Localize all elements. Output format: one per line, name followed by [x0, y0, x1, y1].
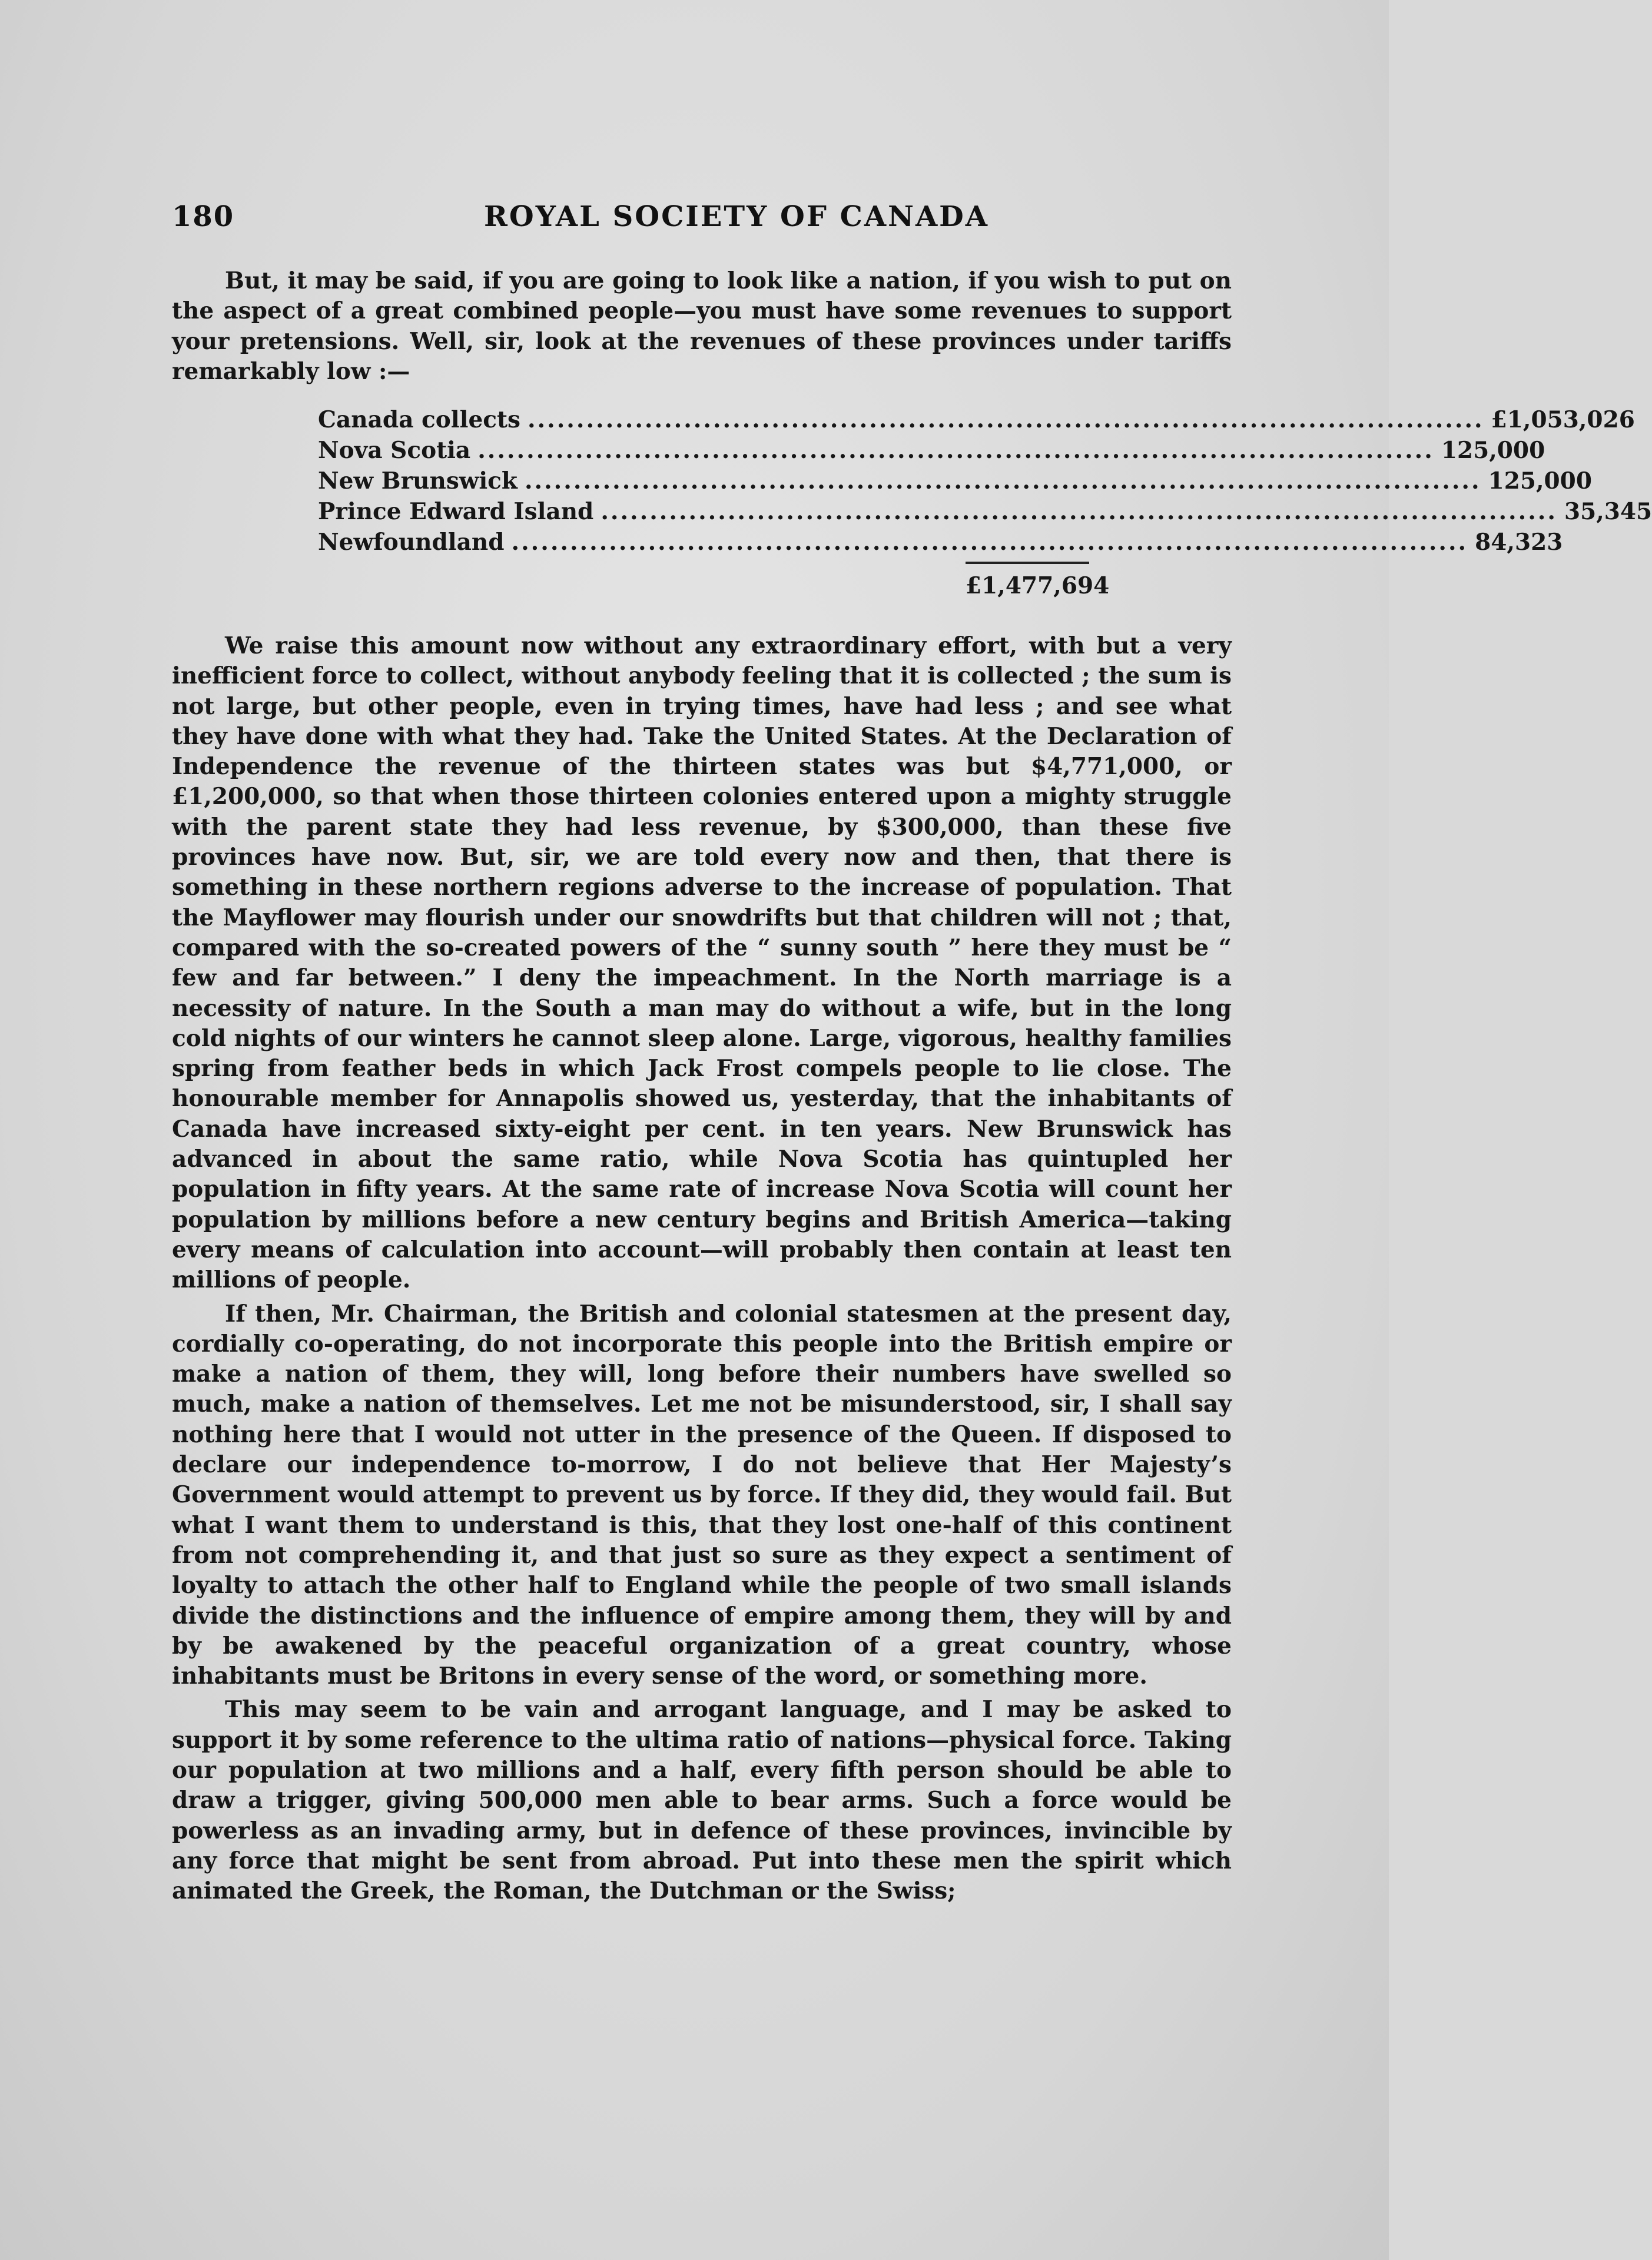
leader-dots: .................................................................................................. [601, 498, 1557, 525]
revenue-amount: 125,000 [1441, 437, 1545, 464]
running-title: ROYAL SOCIETY OF CANADA [484, 200, 990, 233]
intro-text-block [172, 266, 1232, 390]
leader-dots: .................................................................................................. [524, 467, 1481, 495]
page-header [172, 200, 1232, 247]
revenue-province: Prince Edward Island [318, 498, 594, 525]
revenue-province: New Brunswick [318, 467, 518, 495]
leader-dots: .................................................................................................. [527, 406, 1484, 433]
page-number: 180 [172, 200, 235, 233]
revenue-province: Canada collects [318, 406, 520, 433]
revenue-total: £1,477,694 [966, 572, 1110, 599]
body-paragraph: If then, Mr. Chairman, the British and colonial statesmen at the present day, cordially co-operating, do not incorporate this people into the British empire or make a nation of them, they will, long before their numbers have swelled so much, make a nation of themselves. Let me not be misunderstood, sir, I shall say nothing here that I would not utter in the presence of the Queen. If disposed to declare our independence to-morrow, I do not believe that Her Majesty’s Government would attempt to prevent us by force. If they did, they would fail. But what I want them to understand is this, that they lost one-half of this continent from not comprehending it, and that just so sure as they expect a sentiment of loyalty to attach the other half to England while the people of two small islands divide the distinctions and the influence of empire among them, they will by and by be awakened by the peaceful organization of a great country, whose inhabitants must be Britons in every sense of the word, or something more. [172, 1300, 1232, 1690]
leader-dots: .................................................................................................. [511, 529, 1468, 556]
body-paragraph: We raise this amount now without any extraordinary effort, with but a very inefficient force to collect, without anybody feeling that it is collected ; the sum is not large, but other people, even in trying times, have had less ; and see what they have done with what they had. Take the United States. At the Declaration of Independence the revenue of the thirteen states was but $4,771,000, or £1,200,000, so that when those thirteen colonies entered upon a mighty struggle with the parent state they had less revenue, by $300,000, than these five provinces have now. But, sir, we are told every now and then, that there is something in these northern regions adverse to the increase of population. That the Mayflower may flourish under our snowdrifts but that children will not ; that, compared with the so-created powers of the “ sunny south ” here they must be “ few and far between.” I deny the impeachment. In the North marriage is a necessity of nature. In the South a man may do without a wife, but in the long cold nights of our winters he cannot sleep alone. Large, vigorous, healthy families spring from feather beds in which Jack Frost compels people to lie close. The honourable member for Annapolis showed us, yesterday, that the inhabitants of Canada have increased sixty-eight per cent. in ten years. New Brunswick has advanced in about the same ratio, while Nova Scotia has quintupled her population in fifty years. At the same rate of increase Nova Scotia will count her population by millions before a new century begins and British America—taking every means of calculation into account—will probably then contain at least ten millions of people. [172, 632, 1232, 1294]
revenue-province: Newfoundland [318, 529, 505, 556]
revenue-amount: 125,000 [1488, 467, 1592, 495]
revenue-row [318, 529, 1563, 559]
body-paragraph: This may seem to be vain and arrogant language, and I may be asked to support it by some reference to the ultima ratio of nations—physical force. Taking our population at two millions and a half, every fifth person should be able to draw a trigger, giving 500,000 men able to bear arms. Such a force would be powerless as an invading army, but in defence of these provinces, invincible by any force that might be sent from abroad. Put into these men the spirit which animated the Greek, the Roman, the Dutchman or the Swiss; [172, 1696, 1232, 1905]
body-text-block [172, 631, 1232, 1910]
leader-dots: .................................................................................................. [477, 437, 1434, 464]
revenue-row [318, 467, 1592, 498]
revenue-amount: 35,345 [1564, 498, 1652, 525]
revenue-row [318, 406, 1635, 437]
intro-paragraph: But, it may be said, if you are going to look like a nation, if you wish to put on the aspect of a great combined people—you must have some revenues to support your pretensions. Well, sir, look at the revenues of these provinces under tariffs remarkably low :— [172, 267, 1232, 385]
revenue-row [318, 437, 1545, 467]
revenue-total-row [318, 564, 1110, 599]
revenue-amount: £1,053,026 [1491, 406, 1635, 433]
revenue-province: Nova Scotia [318, 437, 471, 464]
revenue-table [318, 406, 1652, 599]
revenue-amount: 84,323 [1475, 529, 1563, 556]
revenue-row [318, 498, 1652, 529]
